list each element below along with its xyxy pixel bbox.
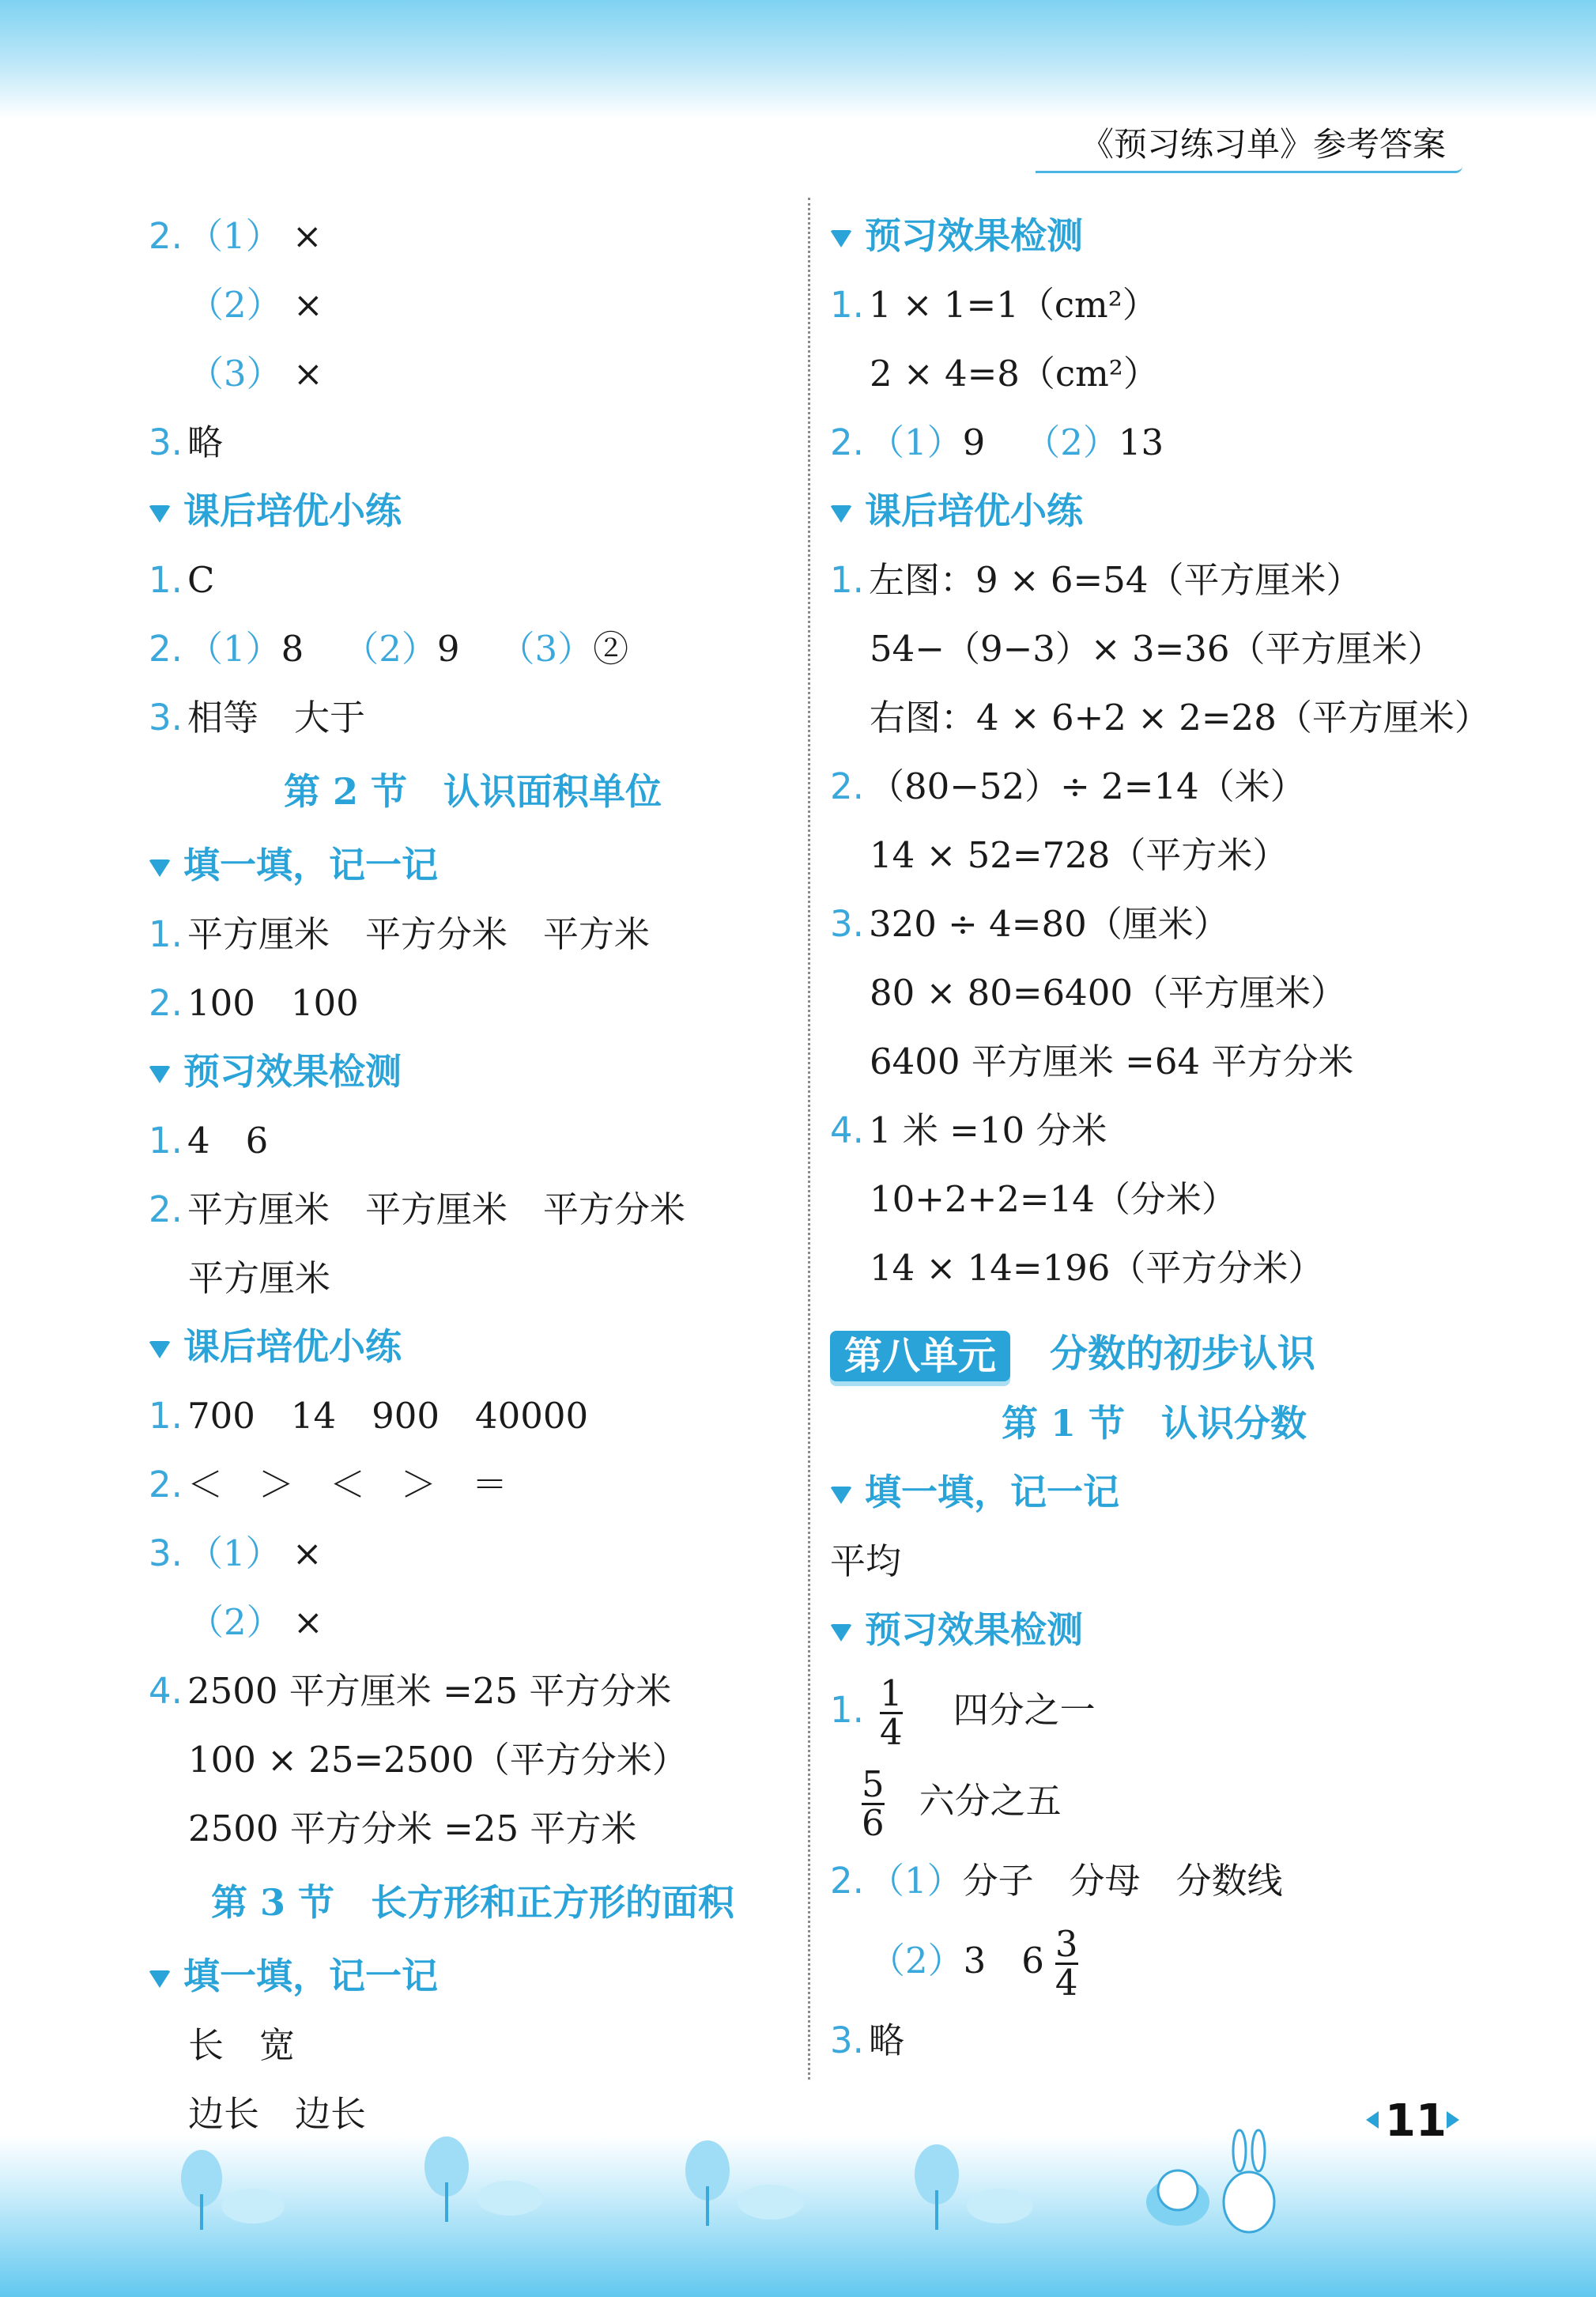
answer-line: 3. 略 <box>830 2019 904 2061</box>
answer-line: 2. ＜ ＞ ＜ ＞ ＝ <box>149 1464 507 1506</box>
subheading: 预习效果检测 <box>830 1596 1478 1664</box>
heart-bullet-icon <box>149 1341 171 1358</box>
heart-bullet-icon <box>830 1624 852 1642</box>
heart-bullet-icon <box>149 1970 171 1988</box>
answer-line: 54−（9−3）× 3=36（平方厘米） <box>870 628 1443 670</box>
heart-bullet-icon <box>830 505 852 523</box>
answer-line: 3. 略 <box>149 421 223 463</box>
answer-line: 2. （80−52）÷ 2=14（米） <box>830 765 1306 807</box>
answer-line: 1. 4 6 <box>149 1120 269 1162</box>
heart-bullet-icon <box>149 1066 171 1083</box>
answer-line: （2） × <box>188 284 323 326</box>
header-title: 《预习练习单》参考答案 <box>1080 125 1446 164</box>
page-right-arrow-icon <box>1447 2111 1459 2129</box>
fraction: $\frac{5}{6}$ <box>862 1763 885 1844</box>
section-title: 第 1 节 认识分数 <box>1001 1402 1307 1445</box>
answer-line: 100 × 25=2500（平方分米） <box>188 1739 688 1781</box>
unit-title: 分数的初步认识 <box>1050 1332 1316 1376</box>
subheading: 填一填，记一记 <box>149 831 797 900</box>
answer-line: 1. C <box>149 559 215 601</box>
heart-bullet-icon <box>830 230 852 247</box>
answer-line: $\frac{5}{6}$ 六分之五 <box>862 1763 1062 1844</box>
header-underline <box>1036 166 1462 173</box>
answer-line: 1. $\frac{1}{4}$ 四分之一 <box>830 1672 1096 1753</box>
heart-bullet-icon <box>830 1487 852 1504</box>
answer-line: 1. 平方厘米 平方分米 平方米 <box>149 913 650 955</box>
top-decorative-band <box>0 0 1596 119</box>
answer-line: 平均 <box>830 1540 902 1582</box>
answer-line: 4. 1 米 =10 分米 <box>830 1109 1107 1151</box>
answer-line: 1. 700 14 900 40000 <box>149 1395 589 1437</box>
fraction: $\frac{3}{4}$ <box>1055 1923 1078 2004</box>
answer-line: 2500 平方分米 =25 平方米 <box>188 1808 637 1849</box>
answer-line: 3. 相等 大于 <box>149 697 365 739</box>
unit-heading <box>830 1318 1478 1389</box>
heart-bullet-icon <box>149 505 171 523</box>
tree-icon <box>909 2143 1043 2238</box>
answer-line: 2 × 4=8（cm²） <box>870 353 1159 395</box>
answer-line: 14 × 52=728（平方米） <box>870 834 1288 876</box>
answer-line: 3. （1） × <box>149 1532 323 1574</box>
answer-line: 2. 平方厘米 平方厘米 平方分米 <box>149 1188 685 1230</box>
subheading: 填一填，记一记 <box>830 1458 1478 1527</box>
answer-line: 14 × 14=196（平方分米） <box>870 1247 1324 1289</box>
answer-line: （2） × <box>188 1601 323 1643</box>
subheading: 课后培优小练 <box>149 477 797 546</box>
bunny-mascot-icon <box>1138 2127 1296 2246</box>
tree-icon <box>419 2135 553 2230</box>
answer-line: （3） × <box>188 353 323 395</box>
answer-line: 右图：4 × 6+2 × 2=28（平方厘米） <box>870 697 1490 739</box>
subheading: 预习效果检测 <box>830 202 1478 270</box>
unit-tag: 第八单元 <box>830 1331 1010 1381</box>
column-divider <box>808 198 810 2080</box>
answer-line: 1. 左图：9 × 6=54（平方厘米） <box>830 559 1362 601</box>
subheading: 预习效果检测 <box>149 1037 797 1106</box>
subheading: 填一填，记一记 <box>149 1942 797 2011</box>
answer-line: 2. 100 100 <box>149 982 359 1024</box>
answer-line: 长 宽 <box>188 2024 296 2066</box>
answer-line: 2. （1）分子 分母 分数线 <box>830 1860 1283 1902</box>
section-title: 第 3 节 长方形和正方形的面积 <box>210 1881 735 1924</box>
answer-line: 6400 平方厘米 =64 平方分米 <box>870 1041 1354 1082</box>
tree-icon <box>174 2147 292 2234</box>
answer-line: 2. （1）9 （2）13 <box>830 421 1164 463</box>
answer-line: 2. （1） × <box>149 215 323 257</box>
section-title: 第 2 节 认识面积单位 <box>283 770 662 813</box>
tree-icon <box>680 2139 814 2234</box>
answer-line: （2）3 6 $\frac{3}{4}$ <box>870 1923 1078 2004</box>
fraction: $\frac{1}{4}$ <box>879 1672 903 1753</box>
answer-line: 80 × 80=6400（平方厘米） <box>870 972 1347 1014</box>
answer-line: 3. 320 ÷ 4=80（厘米） <box>830 903 1229 945</box>
heart-bullet-icon <box>149 859 171 877</box>
answer-line: 4. 2500 平方厘米 =25 平方分米 <box>149 1670 672 1712</box>
subheading: 课后培优小练 <box>149 1313 797 1381</box>
subheading: 课后培优小练 <box>830 477 1478 546</box>
answer-line: 平方厘米 <box>188 1257 331 1299</box>
answer-line: 10+2+2=14（分米） <box>870 1178 1237 1220</box>
right-column <box>830 202 1490 2075</box>
answer-line: 边长 边长 <box>188 2093 367 2135</box>
page-number: 11 <box>1385 2095 1447 2147</box>
answer-line: 1. 1 × 1=1（cm²） <box>830 284 1158 326</box>
left-column <box>149 202 797 2148</box>
answer-line: 2. （1）8 （2）9 （3）② <box>149 628 629 670</box>
